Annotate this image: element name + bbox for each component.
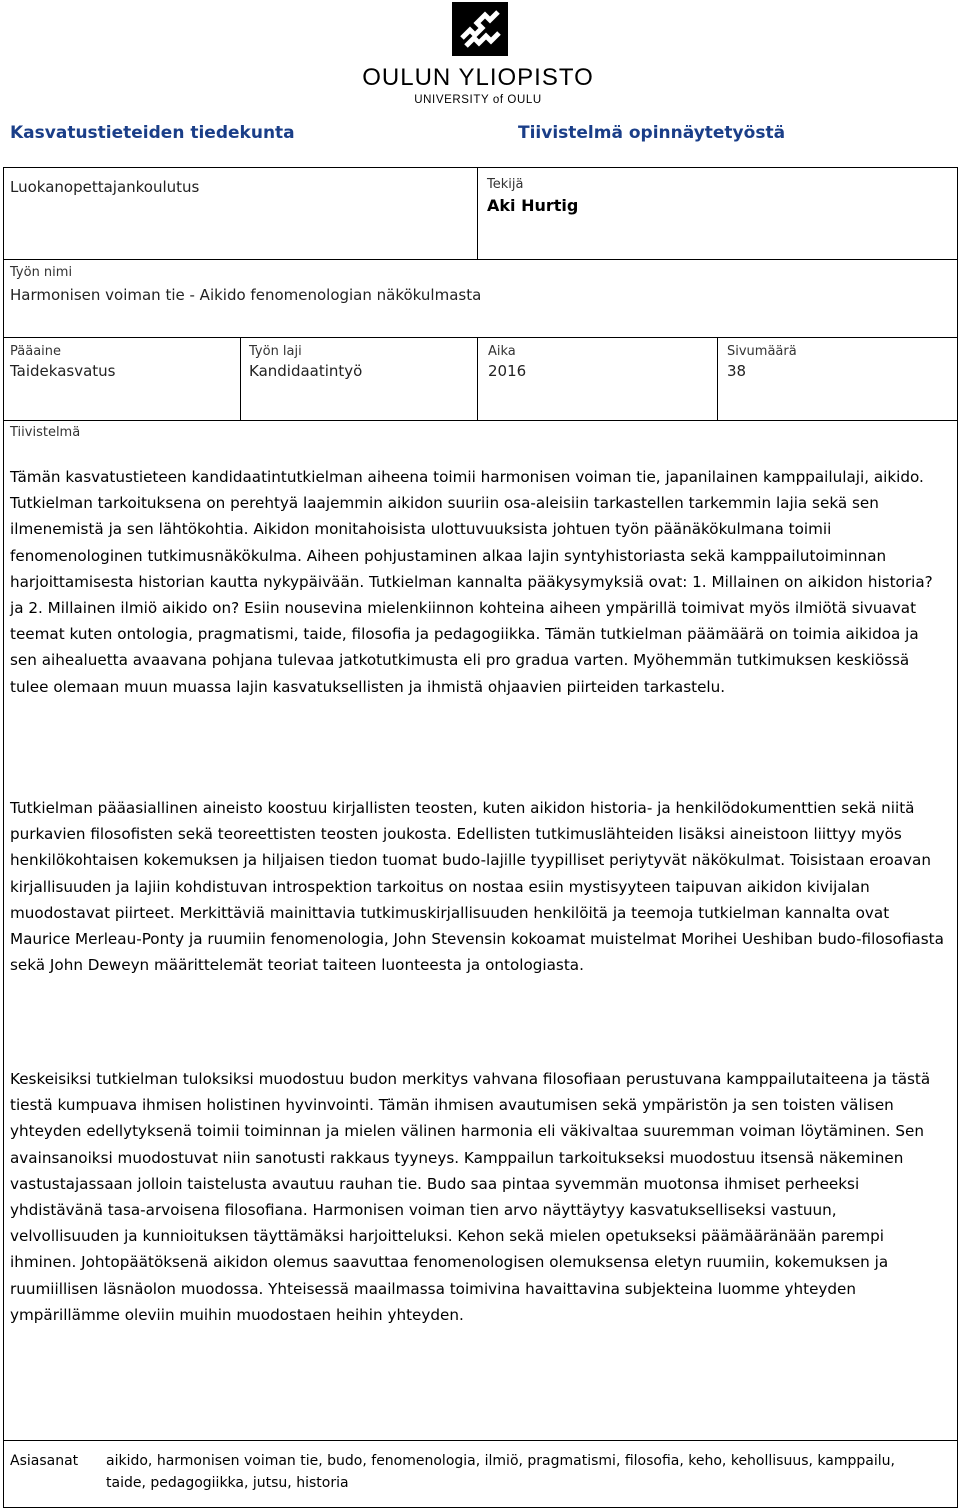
- form-right-border: [957, 167, 958, 1507]
- column-divider-2: [477, 337, 478, 420]
- abstract-label: Tiivistelmä: [10, 425, 81, 440]
- row-divider-3: [3, 420, 957, 421]
- date-label: Aika: [488, 344, 516, 359]
- document-type: Tiivistelmä opinnäytetyöstä: [518, 123, 786, 143]
- pages-value: 38: [727, 362, 747, 380]
- pages-label: Sivumäärä: [727, 344, 797, 359]
- university-name: OULUN YLIOPISTO: [362, 64, 594, 91]
- column-divider-1: [240, 337, 241, 420]
- keywords-top-border: [3, 1440, 957, 1441]
- date-value: 2016: [488, 362, 527, 380]
- faculty-name: Kasvatustieteiden tiedekunta: [10, 123, 295, 143]
- thesis-title: Harmonisen voiman tie - Aikido fenomenologian näkökulmasta: [10, 286, 482, 304]
- abstract-paragraph-1: Tämän kasvatustieteen kandidaatintutkielman aiheena toimii harmonisen voiman tie, japanilainen kamppailulaji, aikido. Tutkielman tarkoituksena on perehtyä laajemmin aikidon suuriin osa-aleisiin tarkastellen tarkemmin lajia sekä sen ilmenemistä ja sen lähtökohtia. Aikidon monitahoisista ulottuvuuksista johtuen työn päänäkökulmana toimii fenomenologinen tutkimusnäkökulma. Aiheen pohjustaminen alkaa lajin syntyhistoriasta sekä kamppailutoiminnan harjoittamisesta historian kautta nykypäivään. Tutkielman kannalta pääkysymyksiä ovat: 1. Millainen on aikidon historia? ja 2. Millainen ilmiö aikido on? Esiin nousevina mielenkiinnon kohteina aiheen ympärillä toimivat myös ilmiötä sivuavat teemat kuten ontologia, pragmatismi, taide, filosofia ja pedagogiikka. Tämän tutkielman päämäärä on toimia aikidoa ja sen aihealuetta avaavana pohjana tulevaa jatkotutkimusta eli pro gradua varten. Myöhemmän tutkimuksen keskiössä tulee olemaan muun muassa lajin kasvatuksellisten ja ihmistä ohjaavien piirteiden tarkastelu.: [10, 468, 933, 696]
- column-divider-3: [717, 337, 718, 420]
- author-value: Aki Hurtig: [487, 196, 579, 215]
- row-divider-1: [3, 259, 957, 260]
- form-left-border: [3, 167, 4, 1507]
- row-divider-2: [3, 337, 957, 338]
- author-label: Tekijä: [487, 177, 524, 192]
- university-name-english: UNIVERSITY of OULU: [414, 94, 542, 106]
- unit-author-divider: [477, 167, 478, 259]
- title-label: Työn nimi: [10, 265, 73, 280]
- form-top-border: [3, 167, 957, 168]
- keywords-list: aikido, harmonisen voiman tie, budo, fenomenologia, ilmiö, pragmatismi, filosofia, keho, kehollisuus, kamppailu, taide, pedagogiikka, jutsu, historia: [106, 1453, 895, 1491]
- form-bottom-border: [3, 1507, 958, 1508]
- oulu-university-logo-icon: [452, 2, 508, 56]
- work-type-label: Työn laji: [249, 344, 302, 359]
- major-value: Taidekasvatus: [10, 362, 116, 380]
- unit-value: Luokanopettajankoulutus: [10, 178, 200, 196]
- keywords-label: Asiasanat: [10, 1453, 79, 1469]
- work-type-value: Kandidaatintyö: [249, 362, 363, 380]
- major-label: Pääaine: [10, 344, 62, 359]
- abstract-paragraph-3: Keskeisiksi tutkielman tuloksiksi muodostuu budon merkitys vahvana filosofiaan perustuvana kamppailutaiteena ja tästä tiestä kumpuava ihmisen holistinen hyvinvointi. Tämän ihmisen avautumisen sekä ympäristön ja sen toisten välisen yhteyden edellytyksenä toimii toiminnan ja mielen välinen harmonia eli väkivaltaa suuremman voiman löytäminen. Sen avainsanoiksi muodostuvat niin sanotusti rakkaus tyyneys. Kamppailun tarkoitukseksi muodostuu itsensä näkeminen vastustajassaan jolloin taistelusta avautuu rauhan tie. Budo saa pintaa syvemmän muotonsa ihmiset perheeksi yhdistävänä tasa-arvoisena filosofiana. Harmonisen voiman tien arvo näyttäytyy kasvatukselliseksi vastuun, velvollisuuden ja kunnioituksen täyttämäksi harjoitteluksi. Kehon sekä mielen opetukseksi päämääränään parempi ihminen. Johtopäätöksenä aikidon olemus saavuttaa fenomenologisen olemuksensa eletyn ruumiin, kokemuksen ja ruumiillisen läsnäolon muodossa. Yhteisessä maailmassa toimivina havaittavina subjekteina luomme yhteyden ympärillämme oleviin muihin muodostaen heihin yhteyden.: [10, 1070, 931, 1324]
- abstract-paragraph-2: Tutkielman pääasiallinen aineisto koostuu kirjallisten teosten, kuten aikidon historia- ja henkilödokumenttien sekä niitä purkavien filosofisten sekä teoreettisten teosten joukosta. Edellisten tutkimuslähteiden lisäksi aineistoon liittyy myös henkilökohtaisen kokemuksen ja hiljaisen tiedon tuomat budo-lajille tyypilliset periytyvät näkökulmat. Toisistaan eroavan kirjallisuuden ja lajiin kohdistuvan introspektion tarkoitus on nostaa esiin mystisyyteen taipuvan aikidon kivijalan muodostavat piirteet. Merkittäviä mainittavia tutkimuskirjallisuuden henkilöitä ja teemoja tutkielman kannalta ovat Maurice Merleau-Ponty ja ruumiin fenomenologia, John Stevensin kokoamat muistelmat Morihei Ueshiban budo-filosofiasta sekä John Deweyn määrittelemät teoriat taiteen luonteesta ja ontologiasta.: [10, 799, 944, 975]
